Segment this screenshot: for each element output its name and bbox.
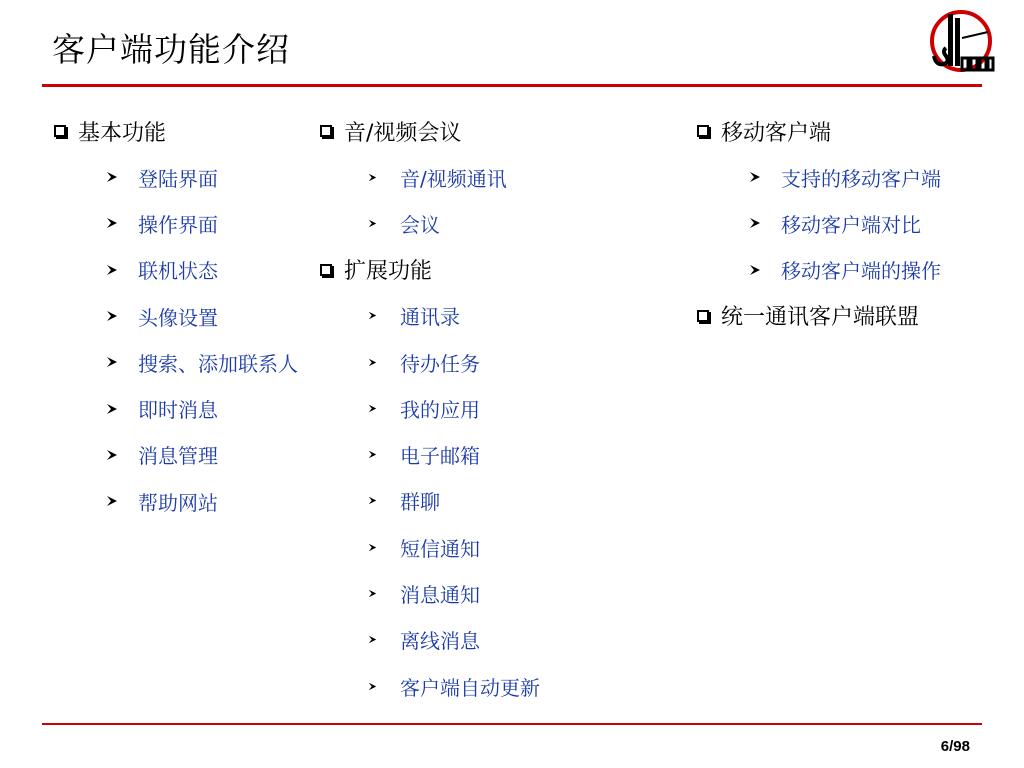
list-item <box>318 200 678 246</box>
arrow-bullet-icon <box>368 173 382 182</box>
section-title: 统一通讯客户端联盟 <box>721 305 920 331</box>
list-item-label: 客户端自动更新 <box>400 675 540 700</box>
footer-divider <box>42 723 982 725</box>
list-item-label: 群聊 <box>400 490 440 515</box>
list-item-label: 短信通知 <box>400 536 480 561</box>
arrow-bullet-icon <box>368 543 382 552</box>
arrow-bullet-icon <box>749 171 763 183</box>
list-item-label: 消息管理 <box>138 444 218 469</box>
list-item <box>318 431 678 477</box>
column-basic <box>52 108 322 524</box>
arrow-bullet-icon <box>106 310 120 322</box>
list-item <box>318 617 678 663</box>
checkbox-bullet-icon <box>697 310 709 322</box>
list-item-label: 电子邮箱 <box>400 444 480 469</box>
checkbox-bullet-icon <box>697 125 709 137</box>
list-item <box>52 478 322 524</box>
list-item-label: 音/视频通讯 <box>400 166 507 191</box>
list-item-label: 通讯录 <box>400 305 460 330</box>
arrow-bullet-icon <box>368 682 382 691</box>
sinopec-logo-icon <box>926 8 996 78</box>
list-item-label: 即时消息 <box>138 398 218 423</box>
list-item <box>318 524 678 570</box>
section-header <box>695 293 1015 339</box>
arrow-bullet-icon <box>749 217 763 229</box>
list-item-label: 联机状态 <box>138 259 218 284</box>
list-item-label: 操作界面 <box>138 212 218 237</box>
arrow-bullet-icon <box>368 450 382 459</box>
list-item <box>318 293 678 339</box>
list-item <box>695 247 1015 293</box>
checkbox-bullet-icon <box>320 125 332 137</box>
list-item <box>318 478 678 524</box>
arrow-bullet-icon <box>368 589 382 598</box>
list-item <box>695 154 1015 200</box>
column-mobile <box>695 108 1015 339</box>
arrow-bullet-icon <box>368 219 382 228</box>
list-item-label: 离线消息 <box>400 629 480 654</box>
list-item-label: 我的应用 <box>400 397 480 422</box>
list-item-label: 帮助网站 <box>138 490 218 515</box>
list-item <box>318 385 678 431</box>
list-item <box>318 570 678 616</box>
section-title: 音/视频会议 <box>344 120 462 146</box>
checkbox-bullet-icon <box>320 264 332 276</box>
section-title: 基本功能 <box>78 120 167 146</box>
list-item <box>52 432 322 478</box>
arrow-bullet-icon <box>106 495 120 507</box>
list-item <box>318 154 678 200</box>
section-title: 移动客户端 <box>721 120 832 146</box>
arrow-bullet-icon <box>106 449 120 461</box>
list-item <box>318 339 678 385</box>
list-item <box>52 247 322 293</box>
section-title: 扩展功能 <box>344 259 433 285</box>
section-header <box>52 108 322 154</box>
checkbox-bullet-icon <box>54 125 66 137</box>
list-item-label: 支持的移动客户端 <box>781 166 941 191</box>
list-item <box>695 200 1015 246</box>
section-header <box>318 108 678 154</box>
slide-title: 客户端功能介绍 <box>52 30 290 69</box>
arrow-bullet-icon <box>106 171 120 183</box>
list-item-label: 移动客户端对比 <box>781 212 921 237</box>
arrow-bullet-icon <box>368 496 382 505</box>
column-av-extended <box>318 108 678 709</box>
page-number: 6/98 <box>940 738 970 755</box>
list-item-label: 登陆界面 <box>138 166 218 191</box>
list-item <box>52 200 322 246</box>
title-divider <box>42 84 982 87</box>
list-item-label: 头像设置 <box>138 305 218 330</box>
section-header <box>695 108 1015 154</box>
list-item-label: 待办任务 <box>400 351 480 376</box>
list-item <box>52 154 322 200</box>
arrow-bullet-icon <box>368 311 382 320</box>
list-item-label: 消息通知 <box>400 583 480 608</box>
arrow-bullet-icon <box>368 404 382 413</box>
list-item <box>318 663 678 709</box>
list-item <box>52 293 322 339</box>
arrow-bullet-icon <box>749 264 763 276</box>
list-item <box>52 339 322 385</box>
arrow-bullet-icon <box>106 217 120 229</box>
section-header <box>318 247 678 293</box>
arrow-bullet-icon <box>368 635 382 644</box>
list-item-label: 移动客户端的操作 <box>781 259 941 284</box>
arrow-bullet-icon <box>106 356 120 368</box>
list-item <box>52 385 322 431</box>
arrow-bullet-icon <box>106 403 120 415</box>
list-item-label: 搜索、添加联系人 <box>138 351 298 376</box>
arrow-bullet-icon <box>368 358 382 367</box>
arrow-bullet-icon <box>106 264 120 276</box>
list-item-label: 会议 <box>400 212 440 237</box>
